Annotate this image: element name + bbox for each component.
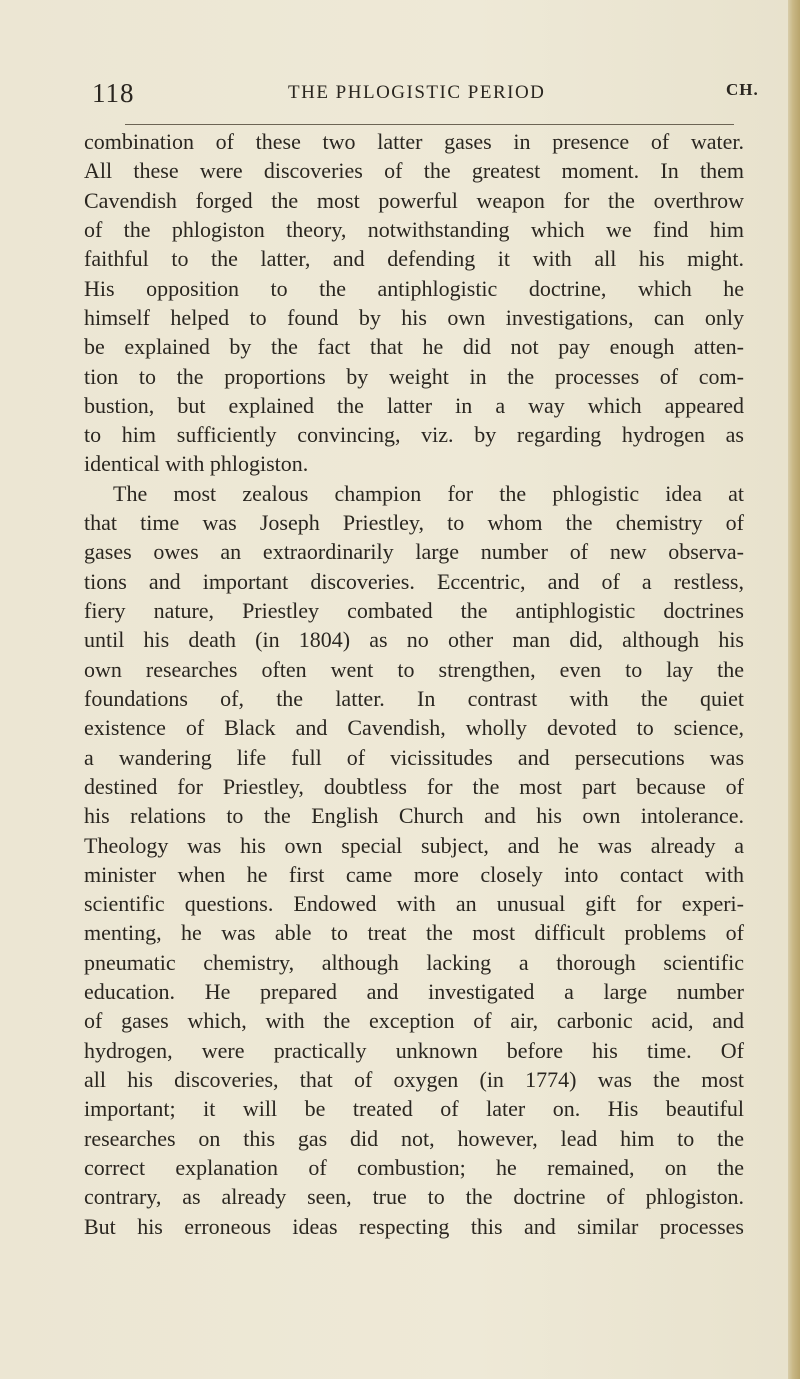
text-line: scientific questions. Endowed with an unusual gift for experi- bbox=[84, 891, 744, 917]
text-line: until his death (in 1804) as no other man did, although his bbox=[84, 627, 744, 653]
text-line: All these were discoveries of the greatest moment. In them bbox=[84, 158, 744, 184]
text-line: But his erroneous ideas respecting this and similar processes bbox=[84, 1213, 744, 1239]
text-line: a wandering life full of vicissitudes and persecutions was bbox=[84, 744, 744, 770]
body-text bbox=[84, 127, 744, 1241]
text-line: be explained by the fact that he did not pay enough atten- bbox=[84, 334, 744, 360]
text-line: education. He prepared and investigated a large number bbox=[84, 979, 744, 1005]
text-line: to him sufficiently convincing, viz. by regarding hydrogen as bbox=[84, 422, 744, 448]
text-line: own researches often went to strengthen, even to lay the bbox=[84, 656, 744, 682]
text-line: that time was Joseph Priestley, to whom the chemistry of bbox=[84, 510, 744, 536]
text-line: of gases which, with the exception of air, carbonic acid, and bbox=[84, 1008, 744, 1034]
running-head bbox=[92, 78, 759, 108]
text-line: of the phlogiston theory, notwithstanding which we find him bbox=[84, 216, 744, 242]
text-line: Cavendish forged the most powerful weapon for the overthrow bbox=[84, 187, 744, 213]
text-line: his relations to the English Church and his own intolerance. bbox=[84, 803, 744, 829]
text-line: menting, he was able to treat the most difficult problems of bbox=[84, 920, 744, 946]
page-edge bbox=[788, 0, 800, 1379]
text-line: tion to the proportions by weight in the processes of com- bbox=[84, 363, 744, 389]
text-line: correct explanation of combustion; he remained, on the bbox=[84, 1154, 744, 1180]
text-line: combination of these two latter gases in presence of water. bbox=[84, 129, 744, 154]
text-line: His opposition to the antiphlogistic doctrine, which he bbox=[84, 275, 744, 301]
text-line: tions and important discoveries. Eccentric, and of a restless, bbox=[84, 568, 744, 594]
text-line: hydrogen, were practically unknown before his time. Of bbox=[84, 1037, 744, 1063]
text-line: identical with phlogiston. bbox=[84, 451, 309, 477]
text-line: important; it will be treated of later on. His beautiful bbox=[84, 1096, 744, 1122]
header-rule bbox=[125, 124, 734, 125]
text-line: minister when he first came more closely into contact with bbox=[84, 861, 744, 887]
text-line: pneumatic chemistry, although lacking a thorough scientific bbox=[84, 949, 744, 975]
text-line: fiery nature, Priestley combated the antiphlogistic doctrines bbox=[84, 598, 744, 623]
page-number: 118 bbox=[92, 78, 135, 108]
text-line: all his discoveries, that of oxygen (in 1774) was the most bbox=[84, 1067, 744, 1092]
text-line: gases owes an extraordinarily large number of new observa- bbox=[84, 539, 744, 565]
text-line: foundations of, the latter. In contrast with the quiet bbox=[84, 685, 744, 711]
text-line: researches on this gas did not, however, lead him to the bbox=[84, 1125, 744, 1151]
running-title: THE PHLOGISTIC PERIOD bbox=[288, 82, 546, 103]
text-line: Theology was his own special subject, and he was already a bbox=[84, 832, 744, 858]
text-line: existence of Black and Cavendish, wholly devoted to science, bbox=[84, 715, 744, 741]
text-line: contrary, as already seen, true to the doctrine of phlogiston. bbox=[84, 1184, 744, 1210]
text-line: faithful to the latter, and defending it with all his might. bbox=[84, 246, 744, 272]
chapter-mark: CH. bbox=[726, 80, 759, 99]
text-line: The most zealous champion for the phlogistic idea at bbox=[113, 480, 744, 506]
text-line: himself helped to found by his own investigations, can only bbox=[84, 304, 744, 330]
text-line: destined for Priestley, doubtless for the most part because of bbox=[84, 773, 744, 799]
text-line: bustion, but explained the latter in a way which appeared bbox=[84, 392, 744, 418]
